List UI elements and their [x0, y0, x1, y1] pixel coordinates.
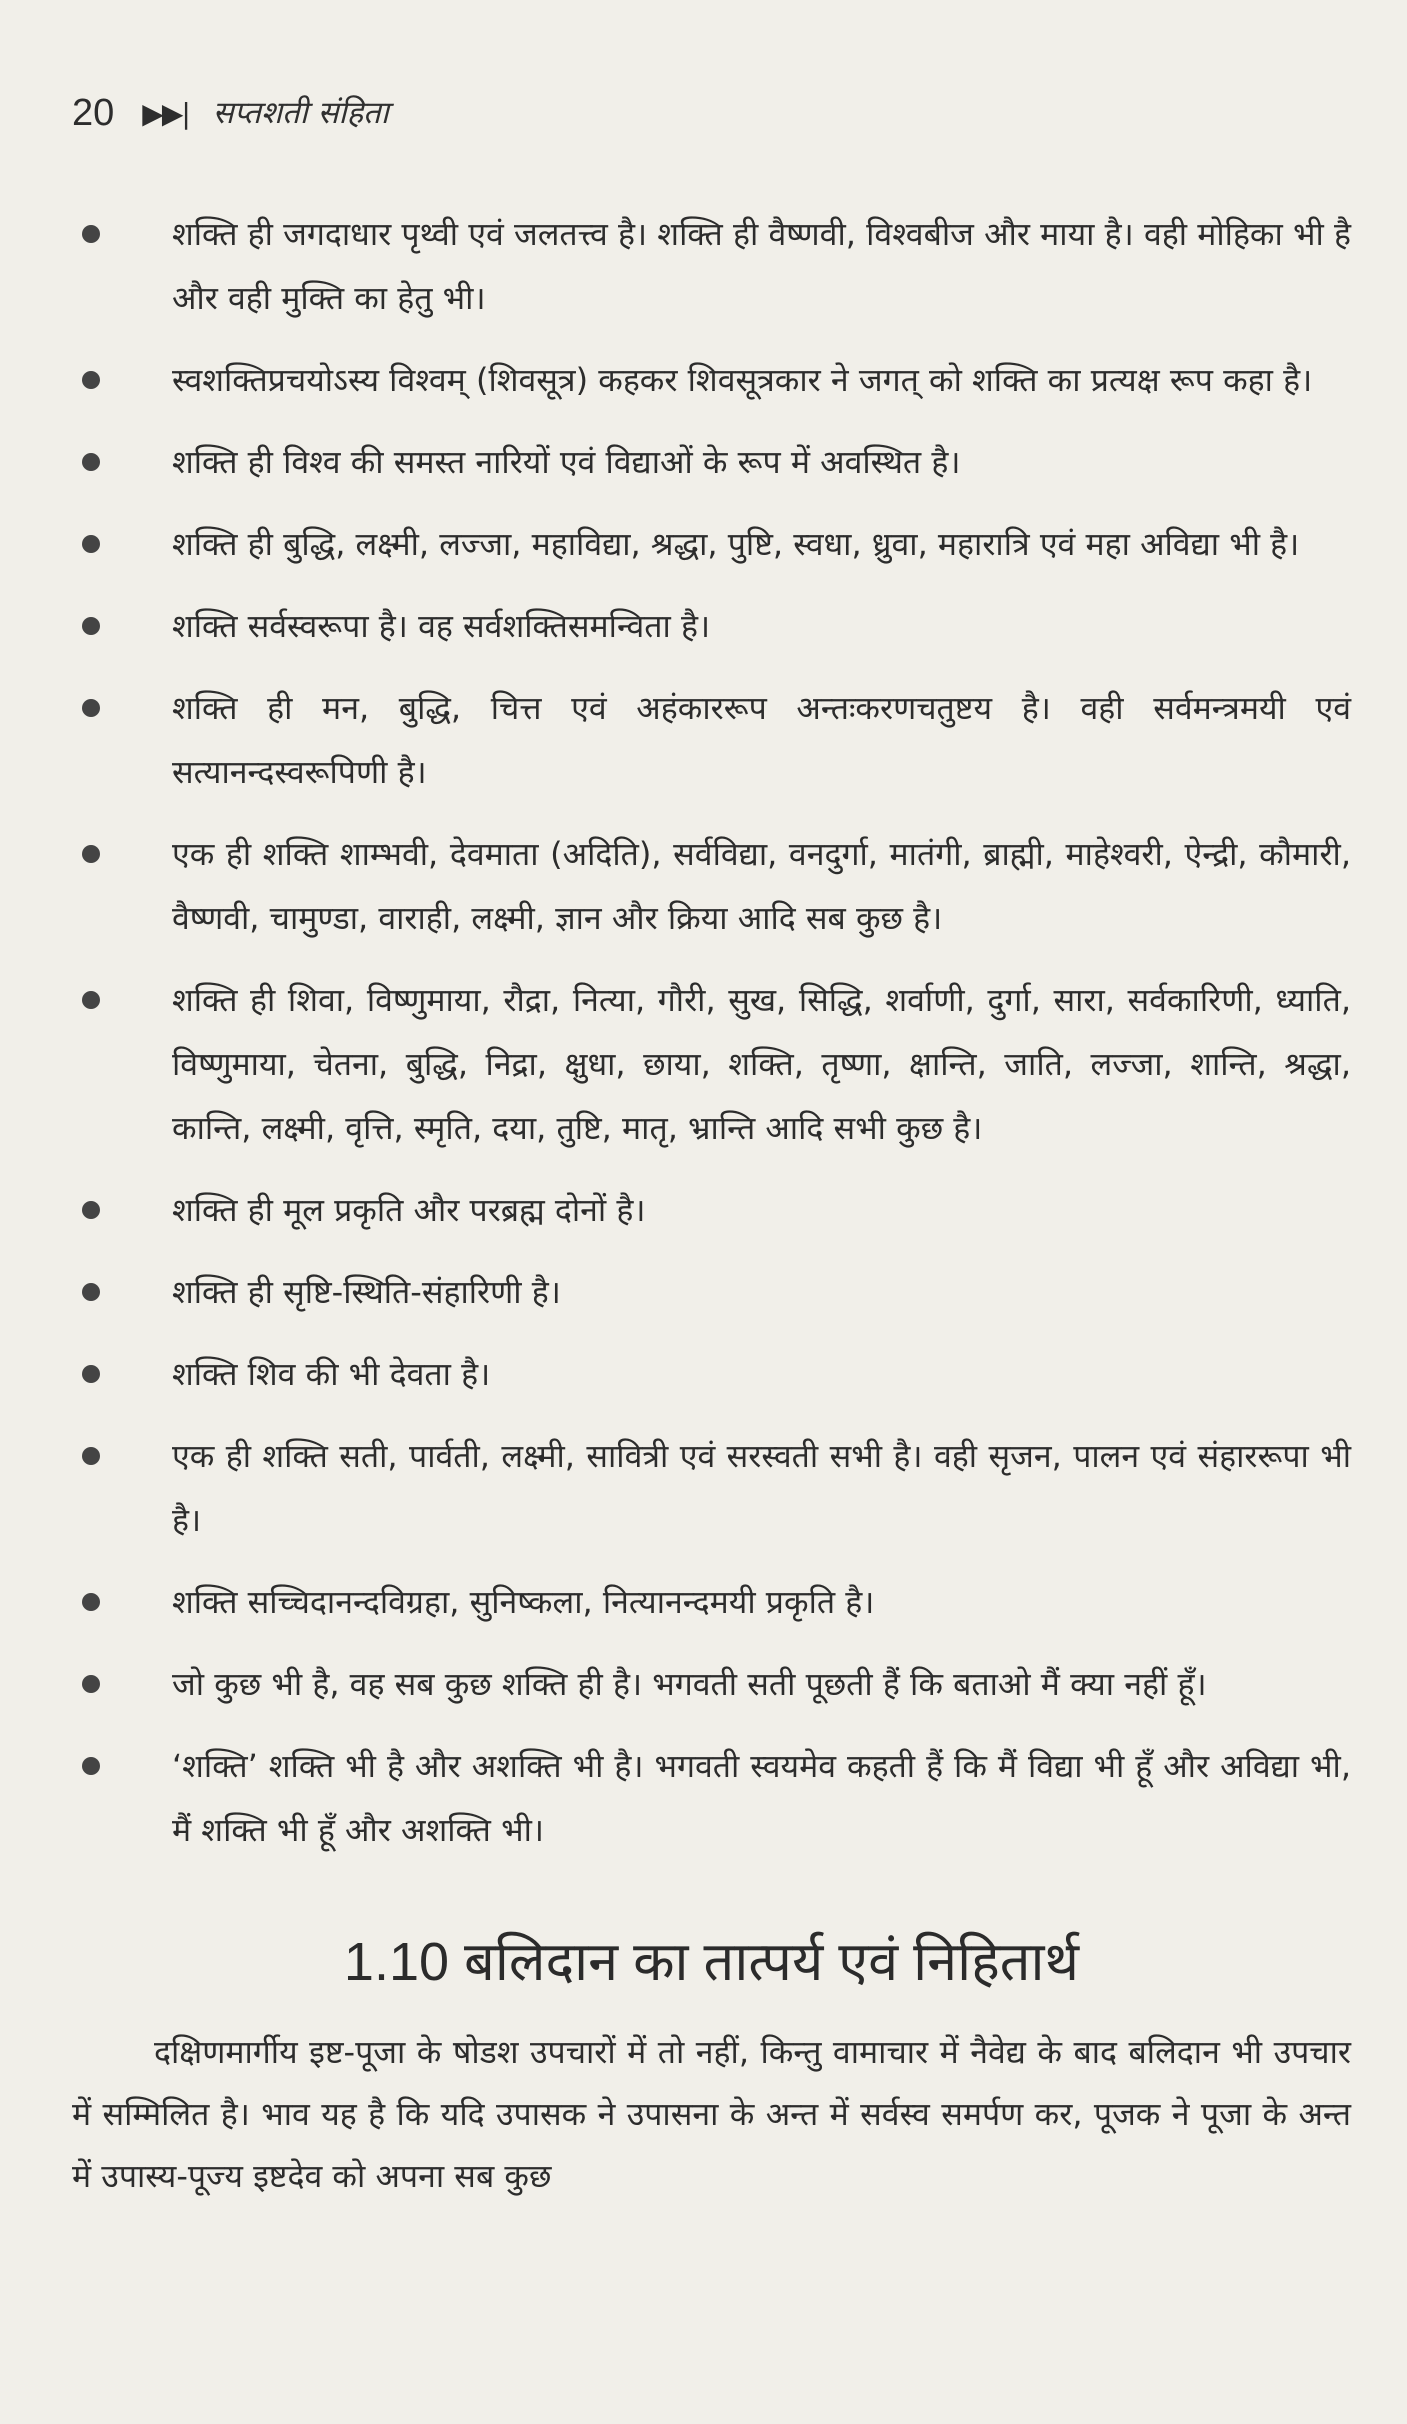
bullet-icon	[82, 699, 100, 717]
list-item	[72, 1178, 1351, 1242]
section-title: 1.10 बलिदान का तात्पर्य एवं निहितार्थ	[343, 1932, 1080, 1992]
fast-forward-icon: ▶▶|	[142, 97, 189, 130]
bullet-icon	[82, 453, 100, 471]
list-item	[72, 430, 1351, 494]
list-item	[72, 202, 1351, 330]
bullet-icon	[82, 845, 100, 863]
list-item	[72, 968, 1351, 1160]
bullet-icon	[82, 1675, 100, 1693]
list-item-text: एक ही शक्ति शाम्भवी, देवमाता (अदिति), सर्वविद्या, वनदुर्गा, मातंगी, ब्राह्मी, माहेश्वरी, ऐन्द्री, कौमारी, वैष्णवी, चामुण्डा, वाराही, लक्ष्मी, ज्ञान और क्रिया आदि सब कुछ है।	[172, 835, 1351, 937]
bullet-icon	[82, 991, 100, 1009]
list-item-text: जो कुछ भी है, वह सब कुछ शक्ति ही है। भगवती सती पूछती हैं कि बताओ मैं क्या नहीं हूँ।	[172, 1665, 1207, 1703]
list-item-text: शक्ति ही सृष्टि-स्थिति-संहारिणी है।	[172, 1273, 561, 1311]
running-title: सप्तशती संहिता	[212, 94, 389, 131]
bullet-icon	[82, 1283, 100, 1301]
bullet-icon	[82, 1447, 100, 1465]
list-item	[72, 1342, 1351, 1406]
list-item-text: शक्ति शिव की भी देवता है।	[172, 1355, 491, 1393]
bullet-icon	[82, 1757, 100, 1775]
list-item-text: शक्ति ही मन, बुद्धि, चित्त एवं अहंकाररूप अन्तःकरणचतुष्टय है। वही सर्वमन्त्रमयी एवं सत्यानन्दस्वरूपिणी है।	[172, 689, 1351, 791]
list-item	[72, 676, 1351, 804]
list-item	[72, 348, 1351, 412]
list-item	[72, 1260, 1351, 1324]
list-item	[72, 822, 1351, 950]
list-item	[72, 1570, 1351, 1634]
page-header	[72, 86, 1351, 140]
page-number: 20	[72, 92, 115, 134]
list-item	[72, 594, 1351, 658]
bullet-icon	[82, 1201, 100, 1219]
bullet-icon	[82, 617, 100, 635]
bullet-icon	[82, 371, 100, 389]
bullet-icon	[82, 1365, 100, 1383]
bullet-icon	[82, 1593, 100, 1611]
list-item-text: शक्ति ही विश्व की समस्त नारियों एवं विद्याओं के रूप में अवस्थित है।	[172, 443, 961, 481]
list-item-text: शक्ति सच्चिदानन्दविग्रहा, सुनिष्कला, नित्यानन्दमयी प्रकृति है।	[172, 1583, 875, 1621]
list-item	[72, 1652, 1351, 1716]
list-item	[72, 512, 1351, 576]
body-paragraph: दक्षिणमार्गीय इष्ट-पूजा के षोडश उपचारों में तो नहीं, किन्तु वामाचार में नैवेद्य के बाद बलिदान भी उपचार में सम्मिलित है। भाव यह है कि यदि उपासक ने उपासना के अन्त में सर्वस्व समर्पण कर, पूजक ने पूजा के अन्त में उपास्य-पूज्य इष्टदेव को अपना सब कुछ	[72, 2032, 1351, 2195]
list-item-text: शक्ति ही शिवा, विष्णुमाया, रौद्रा, नित्या, गौरी, सुख, सिद्धि, शर्वाणी, दुर्गा, सारा, सर्वकारिणी, ध्याति, विष्णुमाया, चेतना, बुद्धि, निद्रा, क्षुधा, छाया, शक्ति, तृष्णा, क्षान्ति, जाति, लज्जा, शान्ति, श्रद्धा, कान्ति, लक्ष्मी, वृत्ति, स्मृति, दया, तुष्टि, मातृ, भ्रान्ति आदि सभी कुछ है।	[172, 981, 1351, 1147]
list-item	[72, 1424, 1351, 1552]
list-item-text: शक्ति ही बुद्धि, लक्ष्मी, लज्जा, महाविद्या, श्रद्धा, पुष्टि, स्वधा, ध्रुवा, महारात्रि एवं महा अविद्या भी है।	[172, 525, 1300, 563]
bullet-icon	[82, 535, 100, 553]
bullet-icon	[82, 225, 100, 243]
list-item-text: शक्ति सर्वस्वरूपा है। वह सर्वशक्तिसमन्विता है।	[172, 607, 711, 645]
list-item	[72, 1734, 1351, 1862]
list-item-text: ‘शक्ति’ शक्ति भी है और अशक्ति भी है। भगवती स्वयमेव कहती हैं कि मैं विद्या भी हूँ और अविद्या भी, मैं शक्ति भी हूँ और अशक्ति भी।	[172, 1747, 1351, 1849]
list-item-text: शक्ति ही मूल प्रकृति और परब्रह्म दोनों है।	[172, 1191, 646, 1229]
bullet-list	[72, 202, 1351, 1862]
list-item-text: शक्ति ही जगदाधार पृथ्वी एवं जलतत्त्व है। शक्ति ही वैष्णवी, विश्वबीज और माया है। वही मोहिका भी है और वही मुक्ति का हेतु भी।	[172, 215, 1351, 317]
list-item-text: एक ही शक्ति सती, पार्वती, लक्ष्मी, सावित्री एवं सरस्वती सभी है। वही सृजन, पालन एवं संहाररूपा भी है।	[172, 1437, 1351, 1539]
list-item-text: स्वशक्तिप्रचयोऽस्य विश्वम् (शिवसूत्र) कहकर शिवसूत्रकार ने जगत् को शक्ति का प्रत्यक्ष रूप कहा है।	[172, 361, 1313, 399]
